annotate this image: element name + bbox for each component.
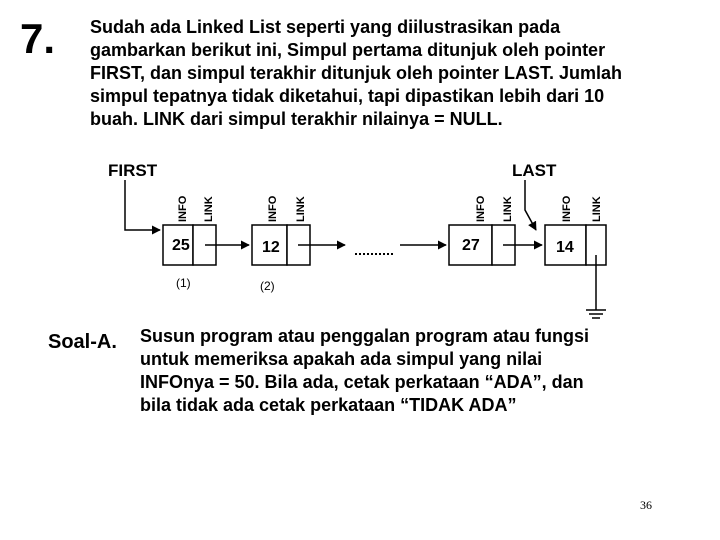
node-3-value: 27 <box>462 237 480 254</box>
intro-line: buah. LINK dari simpul terakhir nilainya = NULL. <box>90 109 503 129</box>
intro-line: FIRST, dan simpul terakhir ditunjuk oleh pointer LAST. Jumlah <box>90 63 623 83</box>
page-number: 36 <box>640 498 652 512</box>
node-3-info-header: INFO <box>475 195 487 222</box>
node-2-info-header: INFO <box>267 195 279 222</box>
last-label: LAST <box>512 161 557 180</box>
node-3-link-header: LINK <box>502 196 514 222</box>
node-4-link-header: LINK <box>591 196 603 222</box>
node-4-value: 14 <box>556 239 574 256</box>
soal-line: INFOnya = 50. Bila ada, cetak perkataan “ADA”, dan <box>140 372 584 392</box>
node-1-info-header: INFO <box>177 195 189 222</box>
soal-line: bila tidak ada cetak perkataan “TIDAK ADA” <box>140 395 517 415</box>
first-label: FIRST <box>108 161 158 180</box>
soal-line: Susun program atau penggalan program atau fungsi <box>140 326 590 346</box>
node-4-info-header: INFO <box>561 195 573 222</box>
last-pointer-arrow <box>525 180 536 230</box>
node-1-value: 25 <box>172 237 190 254</box>
node-4 <box>545 195 606 265</box>
problem-number: 7. <box>20 15 56 62</box>
first-pointer-arrow <box>125 180 160 230</box>
intro-line: gambarkan berikut ini, Simpul pertama ditunjuk oleh pointer <box>90 40 606 60</box>
intro-line: Sudah ada Linked List seperti yang diilustrasikan pada <box>90 17 561 37</box>
soal-label: Soal-A. <box>48 331 117 353</box>
node-2 <box>252 195 310 293</box>
node-2-value: 12 <box>262 239 280 256</box>
soal-text <box>140 325 680 417</box>
node-1-link-header: LINK <box>203 196 215 222</box>
node-3 <box>449 195 515 265</box>
node-1-index: (1) <box>176 276 191 290</box>
intro-line: simpul tepatnya tidak diketahui, tapi dipastikan lebih dari 10 <box>90 86 605 106</box>
node-2-index: (2) <box>260 279 275 293</box>
soal-line: untuk memeriksa apakah ada simpul yang nilai <box>140 349 543 369</box>
node-1 <box>163 195 216 290</box>
node-2-link-header: LINK <box>295 196 307 222</box>
